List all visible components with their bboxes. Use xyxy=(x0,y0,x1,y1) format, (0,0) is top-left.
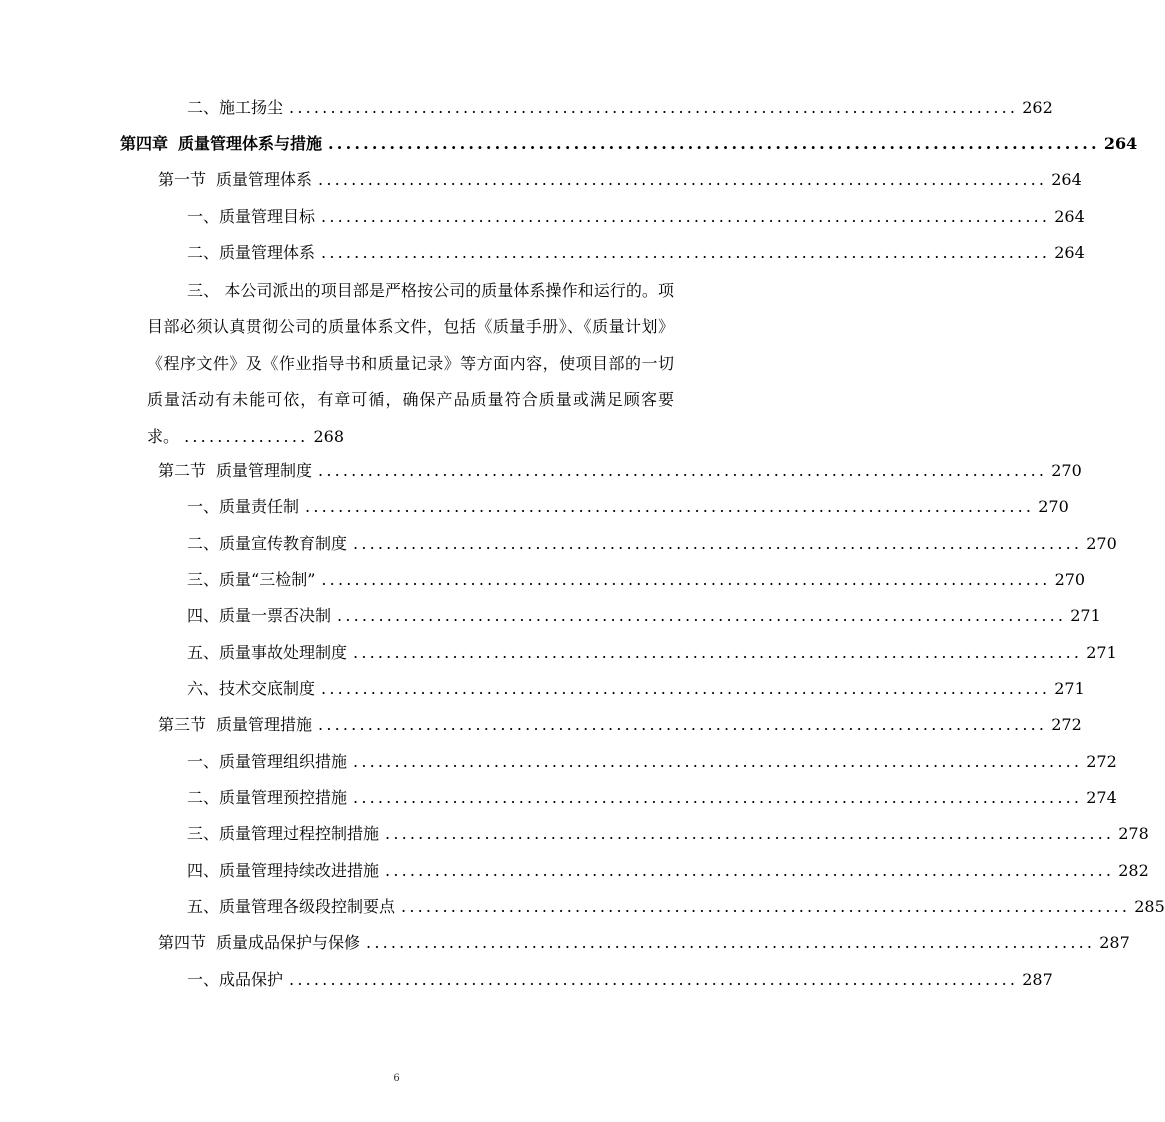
toc-entry-title: 施工扬尘 xyxy=(219,98,284,117)
toc-entry-number: 一、 xyxy=(187,207,220,226)
toc-section-page: 264 xyxy=(1051,170,1082,189)
toc-entry[interactable] xyxy=(187,895,1165,919)
dot-leader: ........................................................................................ xyxy=(337,606,1067,625)
toc-entry-number: 三、 xyxy=(187,570,220,589)
toc-entry-number: 一、 xyxy=(187,497,220,516)
toc-entry[interactable] xyxy=(187,677,1085,701)
toc-entry-number: 二、 xyxy=(187,243,220,262)
toc-entry-title: 质量管理各级段控制要点 xyxy=(219,897,396,916)
toc-entry-page: 282 xyxy=(1118,861,1149,880)
toc-entry-number: 三、 xyxy=(187,824,220,843)
toc-long-entry[interactable] xyxy=(147,273,674,455)
toc-section[interactable] xyxy=(158,459,1082,483)
dot-leader: ........................................................................................ xyxy=(366,933,1096,952)
toc-entry-title: 技术交底制度 xyxy=(219,679,316,698)
dot-leader: ........................................................................................ xyxy=(321,570,1051,589)
toc-entry-title: 质量一票否决制 xyxy=(219,606,332,625)
toc-entry-number: 四、 xyxy=(187,861,220,880)
toc-entry-title: 质量管理组织措施 xyxy=(219,752,348,771)
toc-section-number: 第一节 xyxy=(158,170,207,189)
toc-long-entry-number: 三、 xyxy=(187,281,220,300)
toc-entry[interactable] xyxy=(187,786,1117,810)
dot-leader: ........................................................................................ xyxy=(305,497,1035,516)
toc-entry-number: 二、 xyxy=(187,788,220,807)
toc-entry-page: 271 xyxy=(1070,606,1101,625)
dot-leader: ........................................................................................ xyxy=(328,134,1100,153)
dot-leader: ........................................................................................ xyxy=(321,679,1051,698)
toc-entry-page: 264 xyxy=(1054,207,1085,226)
page-number: 6 xyxy=(393,1073,400,1084)
toc-section-title: 质量成品保护与保修 xyxy=(216,933,361,952)
toc-entry-title: 质量责任制 xyxy=(219,497,300,516)
toc-entry-number: 五、 xyxy=(187,897,220,916)
toc-section-number: 第三节 xyxy=(158,715,207,734)
dot-leader: ............... xyxy=(184,426,309,446)
dot-leader: ........................................................................................ xyxy=(401,897,1131,916)
toc-entry-page: 274 xyxy=(1086,788,1117,807)
toc-entry[interactable] xyxy=(187,859,1149,883)
toc-section[interactable] xyxy=(158,931,1130,955)
dot-leader: ........................................................................................ xyxy=(353,788,1083,807)
toc-long-entry-page: 268 xyxy=(313,426,345,446)
dot-leader: ........................................................................................ xyxy=(385,861,1115,880)
toc-entry-page: 272 xyxy=(1086,752,1117,771)
toc-entry-page: 271 xyxy=(1086,643,1117,662)
toc-entry[interactable] xyxy=(187,750,1117,774)
toc-entry-page: 270 xyxy=(1038,497,1069,516)
toc-entry-page: 278 xyxy=(1118,824,1149,843)
toc-entry-page: 285 xyxy=(1134,897,1165,916)
toc-entry-number: 一、 xyxy=(187,752,220,771)
toc-entry-title: 质量管理体系 xyxy=(219,243,316,262)
toc-entry[interactable] xyxy=(187,205,1085,229)
toc-section-number: 第四节 xyxy=(158,933,207,952)
page-number-footer xyxy=(0,1073,793,1084)
toc-entry[interactable] xyxy=(187,968,1053,992)
toc-entry-page: 271 xyxy=(1054,679,1085,698)
toc-entry-page: 287 xyxy=(1022,970,1053,989)
dot-leader: ........................................................................................ xyxy=(289,970,1019,989)
toc-section[interactable] xyxy=(158,168,1082,192)
toc-entry-number: 四、 xyxy=(187,606,220,625)
toc-entry[interactable] xyxy=(187,96,1053,120)
dot-leader: ........................................................................................ xyxy=(353,643,1083,662)
toc-chapter-number: 第四章 xyxy=(120,134,169,153)
toc-entry-title: 质量管理过程控制措施 xyxy=(219,824,380,843)
toc-section-title: 质量管理体系 xyxy=(216,170,313,189)
dot-leader: ........................................................................................ xyxy=(321,207,1051,226)
dot-leader: ........................................................................................ xyxy=(353,752,1083,771)
toc-entry-title: 质量管理目标 xyxy=(219,207,316,226)
toc-entry-number: 五、 xyxy=(187,643,220,662)
toc-entry-number: 二、 xyxy=(187,534,220,553)
dot-leader: ........................................................................................ xyxy=(289,98,1019,117)
toc-entry-page: 270 xyxy=(1054,570,1086,589)
dot-leader: ........................................................................................ xyxy=(385,824,1115,843)
toc-entry[interactable] xyxy=(187,604,1101,628)
toc-chapter[interactable] xyxy=(120,132,1138,156)
toc-entry-title: 质量宣传教育制度 xyxy=(219,534,348,553)
toc-section-page: 270 xyxy=(1051,461,1082,480)
dot-leader: ........................................................................................ xyxy=(318,170,1048,189)
toc-entry[interactable] xyxy=(187,241,1085,265)
toc-entry-number: 二、 xyxy=(187,98,220,117)
toc-entry[interactable] xyxy=(187,641,1117,665)
dot-leader: ........................................................................................ xyxy=(318,715,1048,734)
toc-section-page: 287 xyxy=(1099,933,1130,952)
toc-entry-title: 质量管理预控措施 xyxy=(219,788,348,807)
toc-entry[interactable] xyxy=(187,822,1149,846)
toc-chapter-page: 264 xyxy=(1103,134,1138,153)
toc-entry[interactable] xyxy=(187,532,1117,556)
toc-entry[interactable] xyxy=(187,495,1069,519)
dot-leader: ........................................................................................ xyxy=(321,243,1051,262)
toc-entry-page: 270 xyxy=(1086,534,1117,553)
toc-entry-title: 成品保护 xyxy=(219,970,284,989)
toc-section-number: 第二节 xyxy=(158,461,207,480)
toc-entry-title: 质量管理持续改进措施 xyxy=(219,861,380,880)
dot-leader: ........................................................................................ xyxy=(353,534,1083,553)
toc-entry[interactable] xyxy=(187,568,1086,592)
toc-entry-number: 六、 xyxy=(187,679,220,698)
toc-entry-page: 264 xyxy=(1054,243,1085,262)
dot-leader: ........................................................................................ xyxy=(318,461,1048,480)
toc-entry-number: 一、 xyxy=(187,970,220,989)
toc-section-page: 272 xyxy=(1051,715,1082,734)
toc-entry-page: 262 xyxy=(1022,98,1053,117)
toc-section[interactable] xyxy=(158,713,1082,737)
toc-entry-title: 质量事故处理制度 xyxy=(219,643,348,662)
toc-section-title: 质量管理措施 xyxy=(216,715,313,734)
toc-chapter-title: 质量管理体系与措施 xyxy=(178,134,323,153)
toc-long-entry-text: 本公司派出的项目部是严格按公司的质量体系操作和运行的。项目部必须认真贯彻公司的质量体系文件，包括《质量手册》、《质量计划》《程序文件》及《作业指导书和质量记录》等方面内容，使项目部的一切质量活动有未能可依，有章可循，确保产品质量符合质量或满足顾客要求。 xyxy=(147,281,674,446)
toc-section-title: 质量管理制度 xyxy=(216,461,313,480)
toc-entry-title: 质量“三检制” xyxy=(219,570,316,589)
